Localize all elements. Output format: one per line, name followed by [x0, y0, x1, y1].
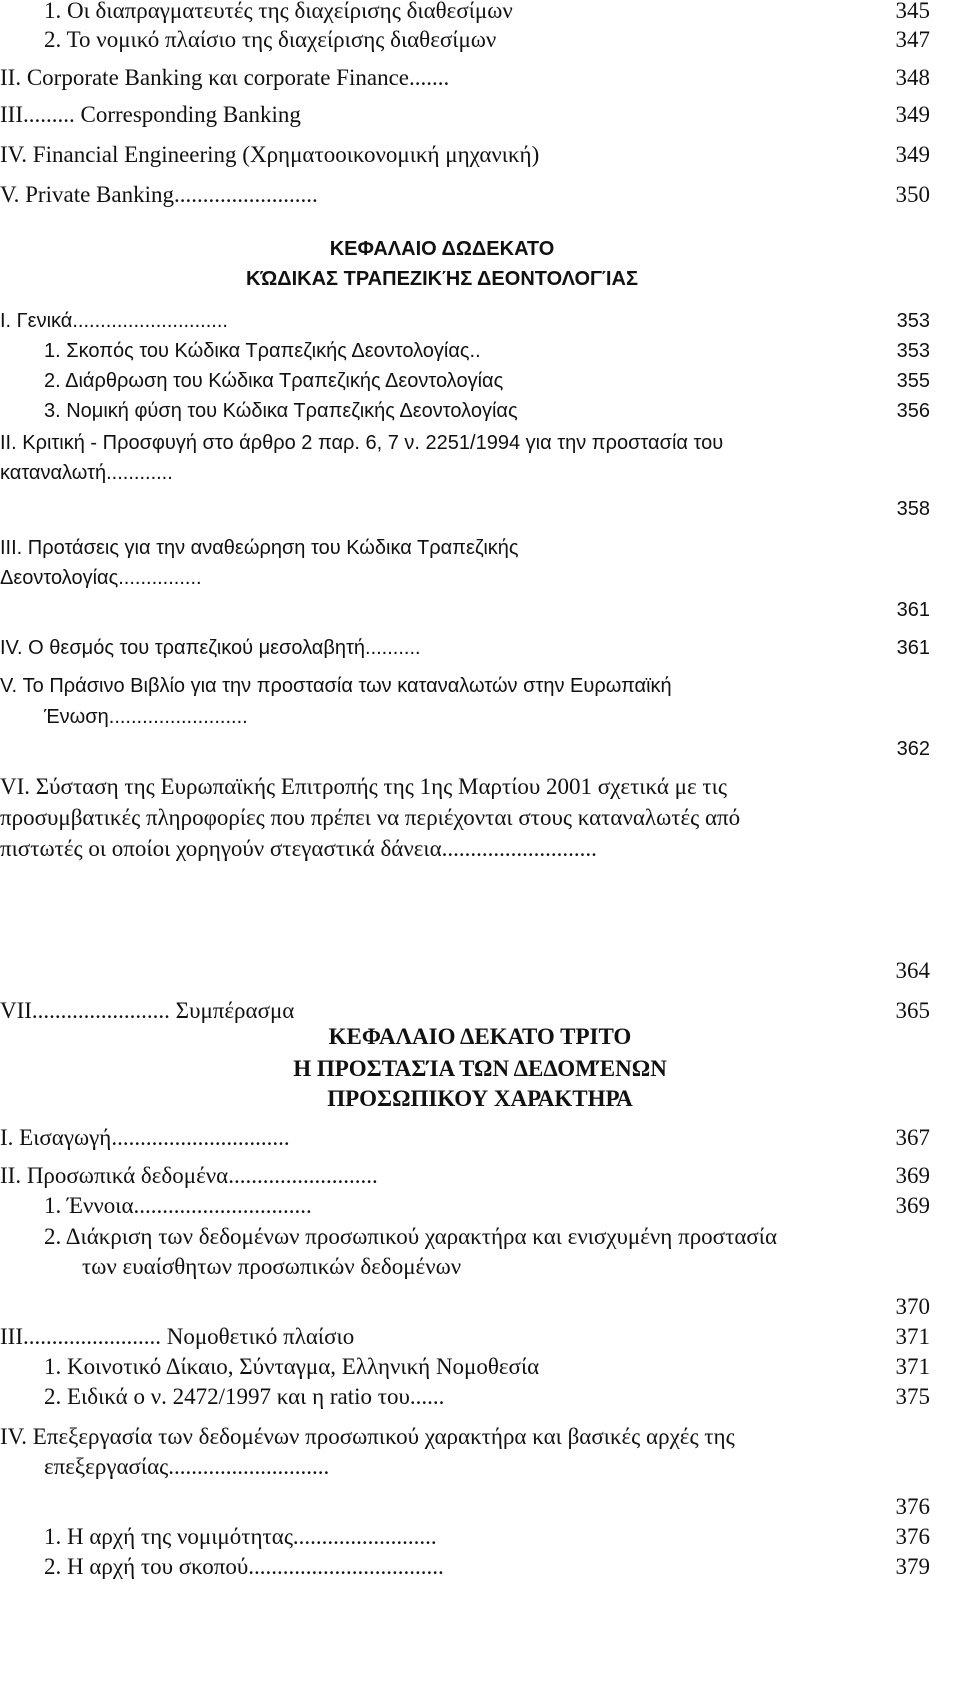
toc-entry-title: 3. Νομική φύση του Κώδικα Τραπεζικής Δεοντολογίας — [44, 400, 518, 422]
toc-entry-page: 349 — [895, 142, 930, 167]
toc-entry-title: 1. Έννοια............................... — [44, 1193, 312, 1218]
toc-entry[interactable] — [0, 1161, 960, 1191]
toc-entry[interactable] — [0, 306, 960, 336]
toc-entry-title: III......... Corresponding Banking — [0, 102, 301, 127]
toc-entry-title: 1. Σκοπός του Κώδικα Τραπεζικής Δεοντολογίας.. — [44, 340, 481, 362]
toc-entry[interactable] — [0, 100, 960, 130]
toc-entry-title: IV. Financial Engineering (Χρηματοοικονομική μηχανική) — [0, 142, 540, 167]
toc-entry-continued — [0, 834, 960, 864]
toc-entry-page: 364 — [895, 958, 930, 983]
toc-entry-page: 355 — [896, 370, 930, 392]
toc-entry-page: 361 — [896, 599, 930, 621]
toc-entry[interactable] — [0, 633, 960, 663]
toc-entry-page-row — [0, 734, 960, 764]
toc-entry-page: 375 — [895, 1384, 930, 1409]
toc-entry-title: Ένωση......................... — [44, 706, 248, 728]
toc-entry[interactable] — [0, 671, 960, 701]
toc-entry-continued — [0, 563, 960, 593]
toc-entry[interactable] — [0, 1522, 960, 1552]
toc-entry-continued — [0, 1252, 960, 1282]
toc-entry[interactable] — [0, 336, 960, 366]
chapter-subheading: ΠΡΟΣΩΠΙΚΟΥ ΧΑΡΑΚΤΗΡΑ — [327, 1086, 633, 1111]
toc-entry-title: 2. Η αρχή του σκοπού.................................. — [44, 1554, 444, 1579]
toc-entry-title: III........................ Νομοθετικό πλαίσιο — [0, 1324, 355, 1349]
toc-entry-page: 348 — [895, 65, 930, 90]
toc-entry[interactable] — [0, 428, 960, 458]
toc-entry-title: 2. Το νομικό πλαίσιο της διαχείρισης διαθεσίμων — [44, 27, 497, 52]
toc-entry-title: καταναλωτή............ — [0, 462, 173, 484]
toc-entry-title: 2. Διάρθρωση του Κώδικα Τραπεζικής Δεοντολογίας — [44, 370, 504, 392]
toc-entry[interactable] — [0, 1222, 960, 1252]
toc-entry-title: III. Προτάσεις για την αναθεώρηση του Κώδικα Τραπεζικής — [0, 537, 519, 559]
chapter-subheading: Η ΠΡΟΣΤΑΣΊΑ ΤΩΝ ΔΕΔΟΜΈΝΩΝ — [293, 1056, 667, 1081]
toc-entry-title: IV. Ο θεσμός του τραπεζικού μεσολαβητή.......... — [0, 637, 421, 659]
toc-entry-title: προσυμβατικές πληροφορίες που πρέπει να περιέχονται στους καταναλωτές από — [0, 805, 741, 830]
toc-entry-continued — [0, 702, 960, 732]
chapter-heading: ΚΕΦΑΛΑΙΟ ΔΩΔΕΚΑΤΟ — [329, 238, 555, 260]
toc-entry[interactable] — [0, 1322, 960, 1352]
toc-entry-page: 345 — [895, 0, 930, 23]
toc-entry[interactable] — [0, 1191, 960, 1221]
toc-entry-page: 353 — [896, 310, 930, 332]
toc-entry-title: II. Προσωπικά δεδομένα.......................... — [0, 1163, 378, 1188]
toc-entry-title: 1. Κοινοτικό Δίκαιο, Σύνταγμα, Ελληνική Νομοθεσία — [44, 1354, 540, 1379]
toc-entry-page: 353 — [896, 340, 930, 362]
toc-entry[interactable] — [0, 63, 960, 93]
toc-entry-title: II. Corporate Banking και corporate Finance....... — [0, 65, 450, 90]
toc-entry-page: 362 — [896, 738, 930, 760]
toc-entry[interactable] — [0, 1552, 960, 1582]
toc-entry-page: 361 — [896, 637, 930, 659]
toc-entry-page: 365 — [895, 998, 930, 1023]
toc-entry-title: VI. Σύσταση της Ευρωπαϊκής Επιτροπής της 1ης Μαρτίου 2001 σχετικά με τις — [0, 774, 727, 799]
toc-entry-page: 350 — [895, 182, 930, 207]
toc-entry-continued — [0, 1452, 960, 1482]
toc-entry-page: 349 — [895, 102, 930, 127]
toc-entry-page: 369 — [895, 1163, 930, 1188]
toc-entry[interactable] — [0, 1352, 960, 1382]
toc-entry[interactable] — [0, 0, 960, 26]
toc-entry-page: 369 — [895, 1193, 930, 1218]
toc-entry-page: 367 — [895, 1125, 930, 1150]
toc-entry[interactable] — [0, 1123, 960, 1153]
toc-entry[interactable] — [0, 366, 960, 396]
toc-entry-page: 356 — [896, 400, 930, 422]
toc-entry-title: 2. Διάκριση των δεδομένων προσωπικού χαρακτήρα και ενισχυμένη προστασία — [44, 1224, 778, 1249]
toc-entry-page-row — [0, 1492, 960, 1522]
toc-entry[interactable] — [0, 396, 960, 426]
toc-entry[interactable] — [0, 140, 960, 170]
toc-entry-page: 371 — [895, 1324, 930, 1349]
toc-entry-page: 358 — [896, 498, 930, 520]
toc-entry-title: VII........................ Συμπέρασμα — [0, 998, 295, 1023]
toc-entry[interactable] — [0, 1422, 960, 1452]
toc-entry-page: 371 — [895, 1354, 930, 1379]
toc-entry-page-row — [0, 956, 960, 986]
toc-entry[interactable] — [0, 772, 960, 802]
toc-entry[interactable] — [0, 180, 960, 210]
toc-entry-page-row — [0, 494, 960, 524]
toc-entry-title: I. Γενικά............................ — [0, 310, 228, 332]
toc-entry-page-row — [0, 1292, 960, 1322]
toc-entry-title: V. Το Πράσινο Βιβλίο για την προστασία των καταναλωτών στην Ευρωπαϊκή — [0, 675, 672, 697]
toc-entry-title: I. Εισαγωγή............................... — [0, 1125, 290, 1150]
toc-entry-title: πιστωτές οι οποίοι χορηγούν στεγαστικά δάνεια........................... — [0, 836, 597, 861]
chapter-subheading: ΚΏΔΙΚΑΣ ΤΡΑΠΕΖΙΚΉΣ ΔΕΟΝΤΟΛΟΓΊΑΣ — [246, 268, 638, 290]
toc-entry-page: 379 — [895, 1554, 930, 1579]
toc-entry-title: επεξεργασίας............................ — [44, 1454, 330, 1479]
chapter-heading: ΚΕΦΑΛΑΙΟ ΔΕΚΑΤΟ ΤΡΙΤΟ — [328, 1024, 632, 1049]
toc-entry-page: 370 — [895, 1294, 930, 1319]
toc-entry[interactable] — [0, 1382, 960, 1412]
toc-entry-continued — [0, 803, 960, 833]
toc-entry-title: 2. Ειδικά ο ν. 2472/1997 και η ratio του...... — [44, 1384, 445, 1409]
toc-entry-page-row — [0, 595, 960, 625]
toc-entry-title: των ευαίσθητων προσωπικών δεδομένων — [82, 1254, 462, 1279]
toc-entry-page: 347 — [895, 27, 930, 52]
toc-entry-title: V. Private Banking......................... — [0, 182, 318, 207]
toc-entry-title: II. Κριτική - Προσφυγή στο άρθρο 2 παρ. 6, 7 ν. 2251/1994 για την προστασία του — [0, 432, 724, 454]
toc-entry-title: 1. Οι διαπραγματευτές της διαχείρισης διαθεσίμων — [44, 0, 513, 23]
toc-entry-page: 376 — [895, 1524, 930, 1549]
toc-entry-continued — [0, 458, 960, 488]
toc-entry-title: 1. Η αρχή της νομιμότητας......................... — [44, 1524, 437, 1549]
toc-entry[interactable] — [0, 25, 960, 55]
toc-entry-title: Δεοντολογίας............... — [0, 567, 202, 589]
toc-entry[interactable] — [0, 533, 960, 563]
toc-entry-page: 376 — [895, 1494, 930, 1519]
toc-entry-title: IV. Επεξεργασία των δεδομένων προσωπικού χαρακτήρα και βασικές αρχές της — [0, 1424, 735, 1449]
